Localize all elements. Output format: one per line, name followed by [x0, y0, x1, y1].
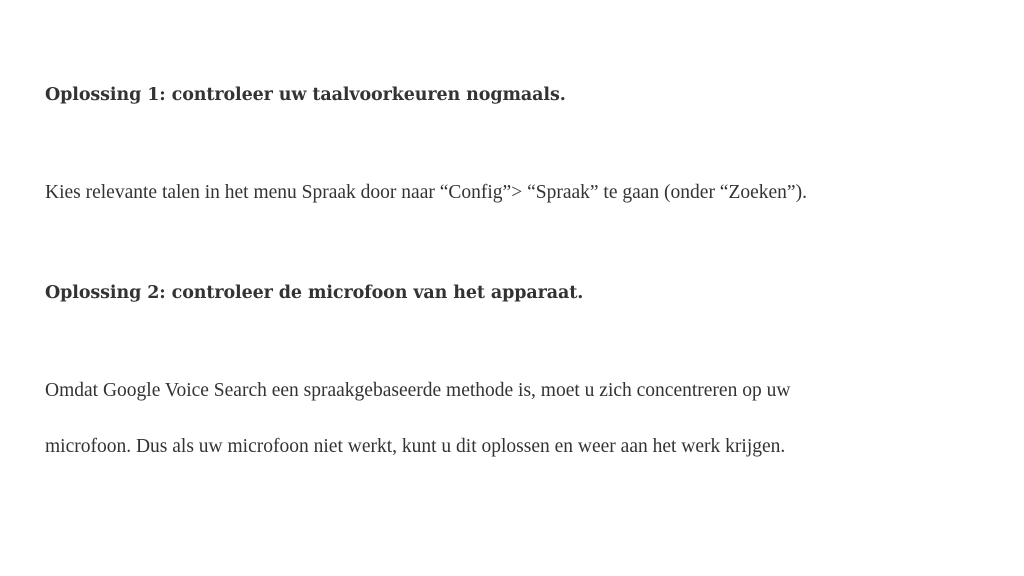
paragraph-line: Kies relevante talen in het menu Spraak door naar “Config”> “Spraak” te gaan (onder “Zoeken”). — [45, 182, 807, 203]
solution-1-paragraph — [45, 165, 807, 221]
solution-1-heading: Oplossing 1: controleer uw taalvoorkeuren nogmaals. — [45, 85, 566, 105]
solution-2-heading: Oplossing 2: controleer de microfoon van het apparaat. — [45, 283, 584, 303]
paragraph-line: microfoon. Dus als uw microfoon niet werkt, kunt u dit oplossen en weer aan het werk krijgen. — [45, 436, 786, 457]
solution-2-paragraph — [45, 363, 790, 475]
paragraph-line: Omdat Google Voice Search een spraakgebaseerde methode is, moet u zich concentreren op uw — [45, 380, 791, 401]
